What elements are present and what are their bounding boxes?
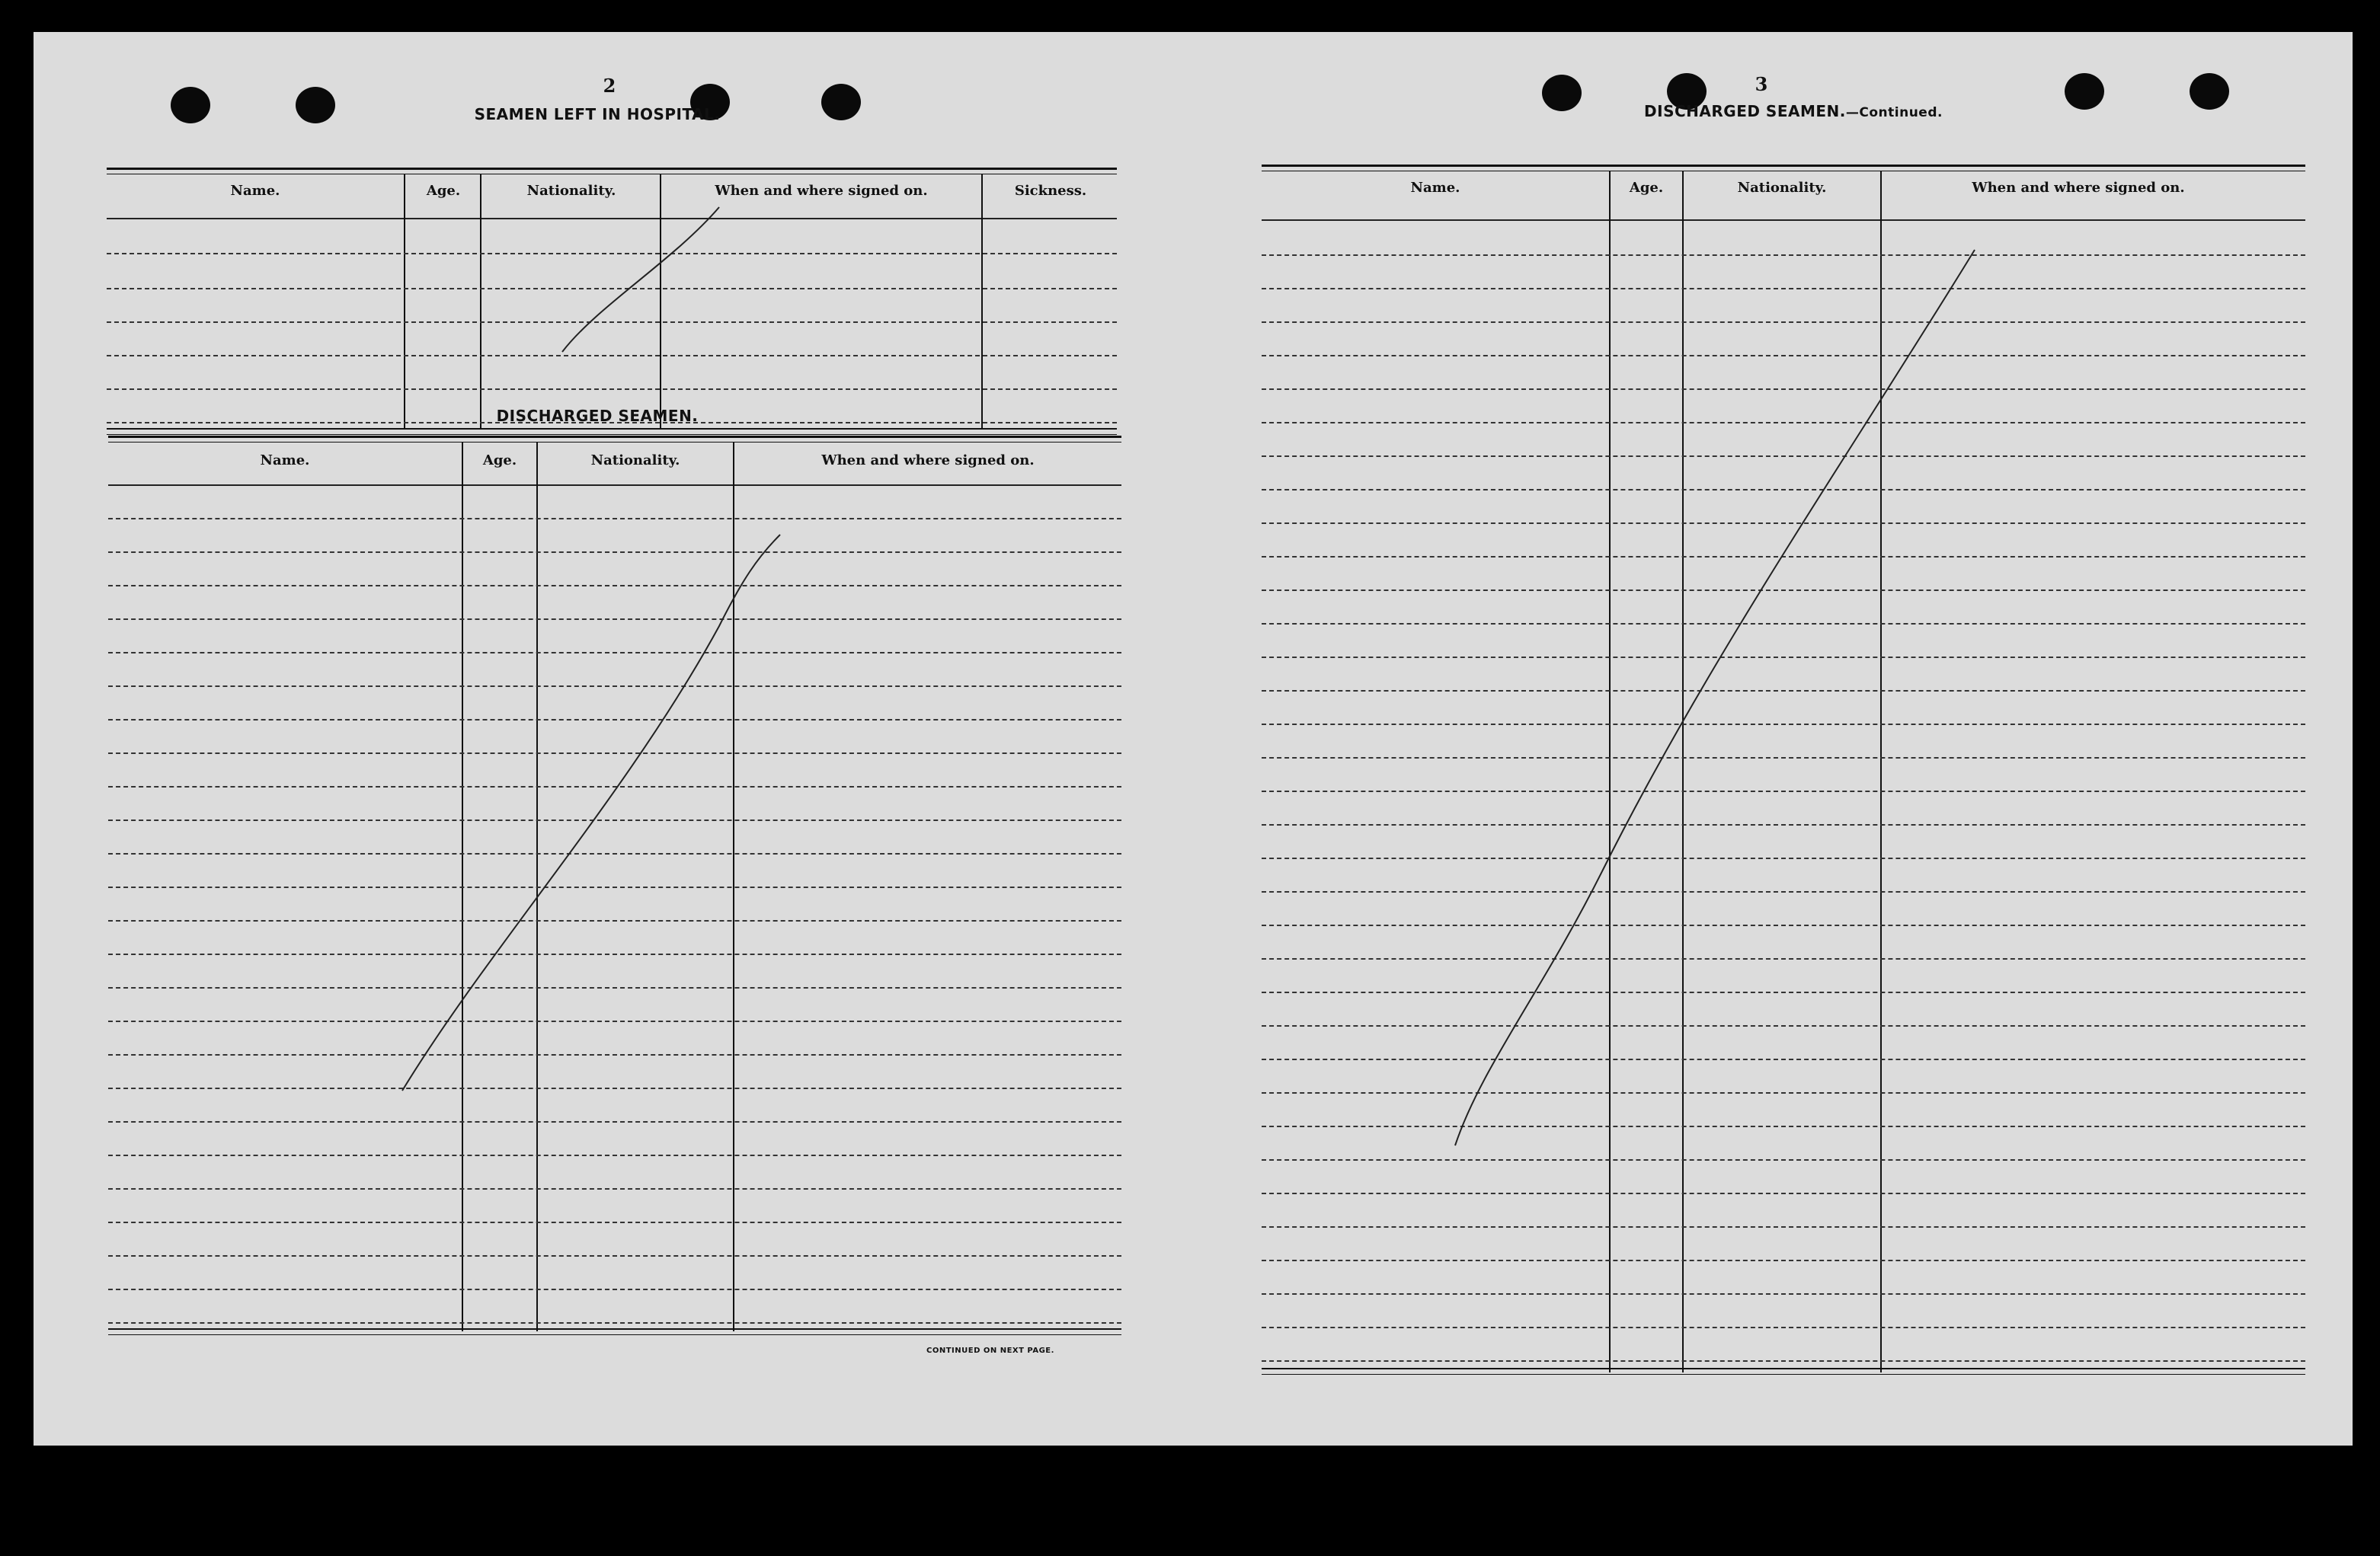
col-header-name: Name. (1410, 180, 1460, 196)
section-title-discharged: DISCHARGED SEAMEN. (496, 407, 699, 425)
page-number-right: 3 (1755, 73, 1768, 95)
section-title-suffix: —Continued. (1845, 105, 1943, 120)
col-header-age: Age. (482, 452, 517, 468)
col-header-age: Age. (426, 183, 461, 199)
col-header-nationality: Nationality. (590, 452, 680, 468)
col-header-signed-on: When and where signed on. (1972, 180, 2185, 196)
section-title-hospital: SEAMEN LEFT IN HOSPITAL. (474, 105, 721, 123)
col-header-name: Name. (260, 452, 310, 468)
col-header-signed-on: When and where signed on. (821, 452, 1035, 468)
col-header-sickness: Sickness. (1014, 183, 1087, 199)
col-header-name: Name. (230, 183, 280, 199)
page-number-left: 2 (603, 75, 616, 97)
section-title-text: DISCHARGED SEAMEN. (1644, 102, 1846, 120)
continued-footer: CONTINUED ON NEXT PAGE. (926, 1347, 1054, 1355)
col-header-signed-on: When and where signed on. (715, 183, 928, 199)
scanned-form-sheet (34, 32, 2353, 1446)
pen-strokes (34, 32, 2353, 1446)
col-header-nationality: Nationality. (1737, 180, 1827, 196)
col-header-nationality: Nationality. (526, 183, 616, 199)
col-header-age: Age. (1629, 180, 1664, 196)
